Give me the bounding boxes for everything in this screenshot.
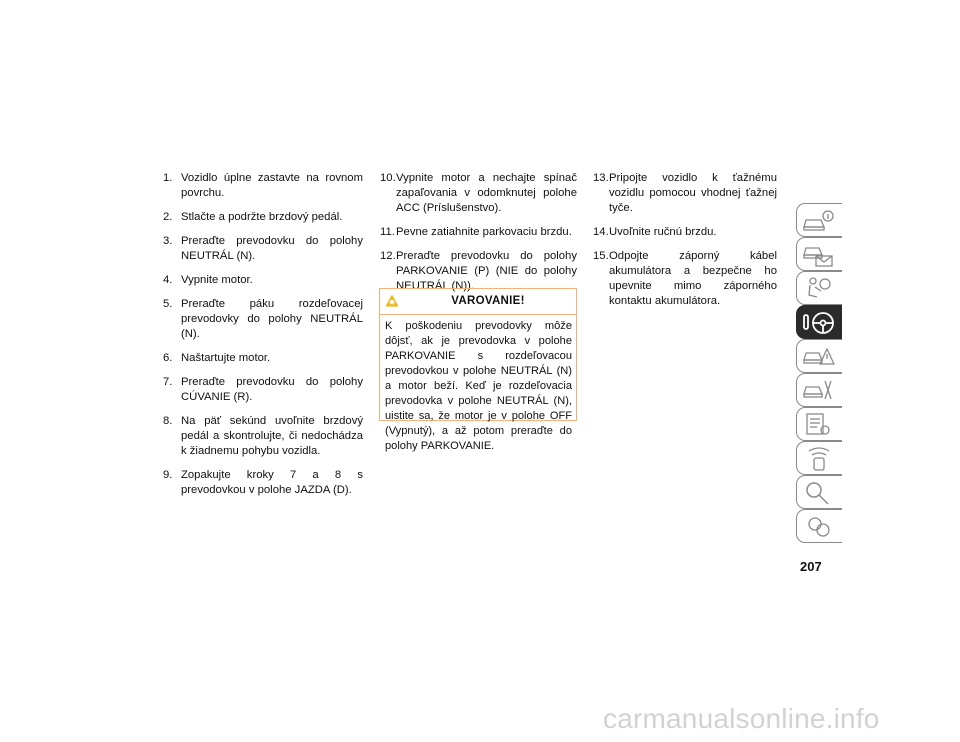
multimedia-phone-icon: [801, 445, 835, 472]
column-3: [593, 171, 777, 318]
watermark: carmanualsonline.info: [603, 703, 880, 734]
languages-icon: [801, 513, 835, 540]
tab-airbag-seat[interactable]: [796, 271, 842, 305]
magnifier-icon: [801, 479, 835, 506]
tab-car-tools[interactable]: [796, 373, 842, 407]
column-2: [380, 171, 577, 303]
step-2: 2. Stlačte a podržte brzdový pedál.: [163, 211, 343, 223]
step-6: 6. Naštartujte motor.: [163, 352, 271, 364]
step-9: 9. Zopakujte kroky 7 a 8 s prevodovkou v polohe JAZDA (D).: [163, 469, 363, 496]
step-4: 4. Vypnite motor.: [163, 274, 253, 286]
warning-text: K poškodeniu prevodovky môže dôjsť, ak je prevodovka v polohe PARKOVANIE s rozdeľovacou prevodovkou v polohe NEUTRÁL (N) a motor beží. Keď je rozdeľovacia prevodovka v polohe NEUTRÁL (N), uistite sa, že motor je v polohe OFF (Vypnutý), a až potom preraďte do polohy PARKOVANIE.: [385, 320, 572, 452]
page-number: 207: [800, 559, 822, 574]
step-7: 7. Preraďte prevodovku do polohy CÚVANIE (R).: [163, 376, 363, 403]
tab-car-info[interactable]: [796, 203, 842, 237]
tab-car-warning[interactable]: [796, 339, 842, 373]
tab-search[interactable]: [796, 475, 842, 509]
step-1: 1. Vozidlo úplne zastavte na rovnom povrchu.: [163, 172, 363, 199]
step-5: 5. Preraďte páku rozdeľovacej prevodovky do polohy NEUTRÁL (N).: [163, 298, 363, 340]
warning-box: [379, 288, 577, 452]
airbag-seat-icon: [801, 275, 835, 302]
checklist-gear-icon: [801, 411, 835, 438]
tab-languages[interactable]: [796, 509, 842, 543]
car-envelope-icon: [801, 241, 835, 268]
steering-wheel-icon: [801, 309, 835, 336]
column-1: [163, 171, 363, 507]
step-15: 15. Odpojte záporný kábel akumulátora a bezpečne ho upevnite mimo záporného kontaktu akumulátora.: [593, 250, 777, 307]
warning-header: [380, 289, 576, 315]
tab-car-envelope[interactable]: [796, 237, 842, 271]
step-13: 13. Pripojte vozidlo k ťažnému vozidlu pomocou vhodnej ťažnej tyče.: [593, 172, 777, 214]
tab-steering-wheel[interactable]: [796, 305, 842, 339]
step-10: 10. Vypnite motor a nechajte spínač zapaľovania v odomknutej polohe ACC (Príslušenstvo).: [380, 172, 577, 214]
car-tools-icon: [801, 377, 835, 404]
tab-multimedia[interactable]: [796, 441, 842, 475]
step-8: 8. Na päť sekúnd uvoľnite brzdový pedál a skontrolujte, či nedochádza k žiadnemu pohybu vozidla.: [163, 415, 363, 457]
warning-title: VAROVANIE!: [451, 295, 525, 307]
step-14: 14. Uvoľnite ručnú brzdu.: [593, 226, 717, 238]
car-info-icon: [801, 207, 835, 234]
step-12: 12. Preraďte prevodovku do polohy PARKOVANIE (P) (NIE do polohy NEUTRÁL (N)).: [380, 250, 577, 292]
step-3: 3. Preraďte prevodovku do polohy NEUTRÁL (N).: [163, 235, 363, 262]
tab-checklist[interactable]: [796, 407, 842, 441]
car-warning-icon: [801, 343, 835, 370]
step-11: 11. Pevne zatiahnite parkovaciu brzdu.: [380, 226, 572, 238]
